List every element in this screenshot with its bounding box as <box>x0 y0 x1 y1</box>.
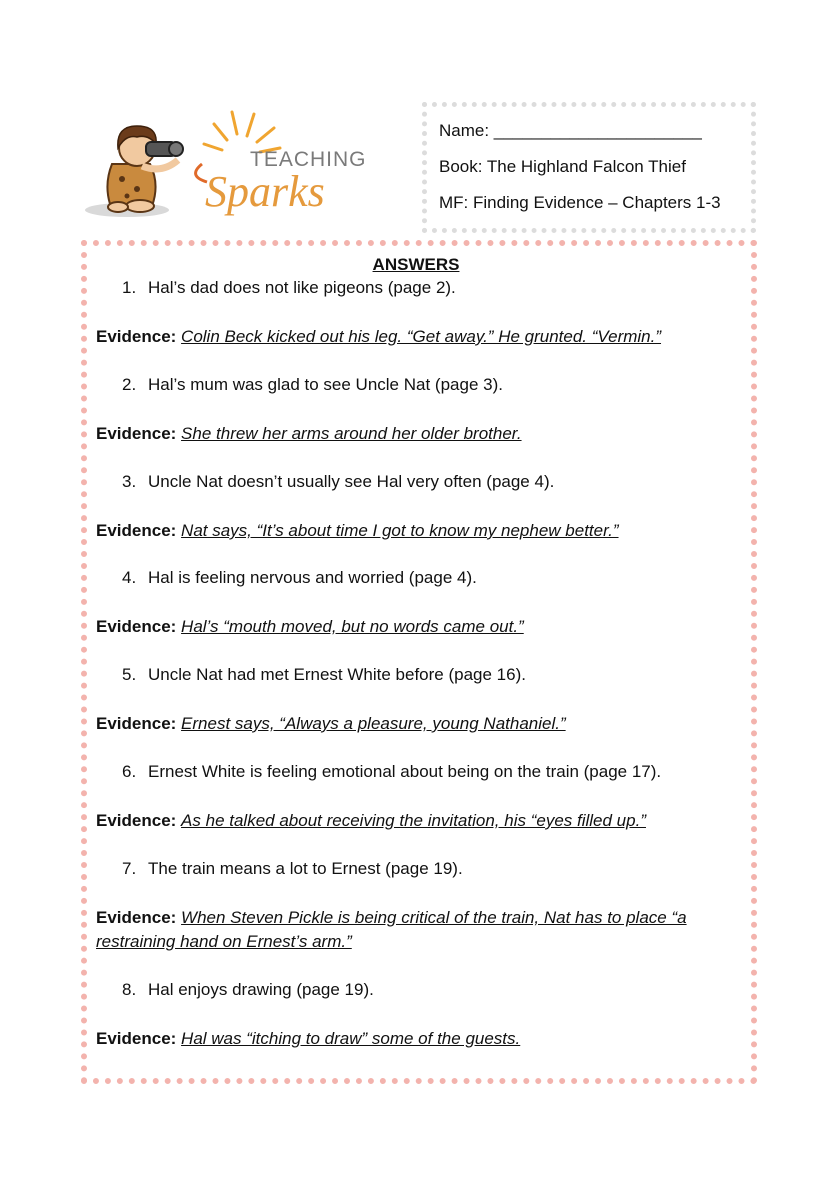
evidence-label: Evidence: <box>96 1029 177 1048</box>
answers-heading: ANSWERS <box>372 255 460 274</box>
evidence-text: Hal was “itching to draw” some of the guests. <box>181 1029 521 1048</box>
statement-number: 7. <box>122 859 137 878</box>
logo-word-teaching: TEACHING <box>250 148 367 171</box>
statement-text: Hal’s dad does not like pigeons (page 2). <box>148 278 456 297</box>
evidence-6 <box>96 809 736 833</box>
evidence-text: Colin Beck kicked out his leg. “Get away.” He grunted. “Vermin.” <box>181 327 662 346</box>
evidence-4 <box>96 615 736 639</box>
evidence-text: As he talked about receiving the invitation, his “eyes filled up.” <box>181 811 646 830</box>
statement-8 <box>122 980 374 1000</box>
statement-text: Uncle Nat doesn’t usually see Hal very often (page 4). <box>148 472 555 491</box>
evidence-text: Nat says, “It’s about time I got to know my nephew better.” <box>181 521 619 540</box>
evidence-2 <box>96 422 736 446</box>
evidence-8 <box>96 1027 736 1051</box>
evidence-5 <box>96 712 736 736</box>
statement-6 <box>122 762 661 782</box>
statement-7 <box>122 859 463 879</box>
evidence-7 <box>96 906 736 954</box>
evidence-text: Hal’s “mouth moved, but no words came out.” <box>181 617 524 636</box>
evidence-label: Evidence: <box>96 811 177 830</box>
header-info-box <box>422 102 756 233</box>
evidence-label: Evidence: <box>96 424 177 443</box>
evidence-label: Evidence: <box>96 521 177 540</box>
statement-text: Uncle Nat had met Ernest White before (page 16). <box>148 665 526 684</box>
statement-3 <box>122 472 554 492</box>
statement-number: 1. <box>122 278 137 297</box>
statement-1 <box>122 278 456 298</box>
teaching-sparks-logo <box>82 104 402 224</box>
evidence-label: Evidence: <box>96 908 177 927</box>
evidence-text: When Steven Pickle is being critical of the train, Nat has to place “a restraining hand on Ernest’s arm.” <box>96 908 687 951</box>
statement-text: Hal’s mum was glad to see Uncle Nat (page 3). <box>148 375 503 394</box>
statement-number: 6. <box>122 762 137 781</box>
statement-text: Ernest White is feeling emotional about being on the train (page 17). <box>148 762 662 781</box>
worksheet-title: MF: Finding Evidence – Chapters 1-3 <box>439 193 721 212</box>
statement-number: 3. <box>122 472 137 491</box>
evidence-3 <box>96 519 736 543</box>
evidence-text: Ernest says, “Always a pleasure, young Nathaniel.” <box>181 714 566 733</box>
statement-5 <box>122 665 526 685</box>
statement-number: 4. <box>122 568 137 587</box>
statement-text: Hal enjoys drawing (page 19). <box>148 980 374 999</box>
statement-text: The train means a lot to Ernest (page 19). <box>148 859 463 878</box>
statement-number: 8. <box>122 980 137 999</box>
evidence-text: She threw her arms around her older brother. <box>181 424 522 443</box>
evidence-label: Evidence: <box>96 327 177 346</box>
evidence-label: Evidence: <box>96 714 177 733</box>
evidence-label: Evidence: <box>96 617 177 636</box>
name-field[interactable]: Name: ______________________ <box>439 121 702 140</box>
answers-box <box>81 240 757 1084</box>
evidence-1 <box>96 325 736 349</box>
statement-number: 2. <box>122 375 137 394</box>
statement-text: Hal is feeling nervous and worried (page 4). <box>148 568 477 587</box>
logo-word-sparks: Sparks <box>205 167 325 216</box>
statement-2 <box>122 375 503 395</box>
statement-number: 5. <box>122 665 137 684</box>
book-title: Book: The Highland Falcon Thief <box>439 157 686 176</box>
statement-4 <box>122 568 477 588</box>
